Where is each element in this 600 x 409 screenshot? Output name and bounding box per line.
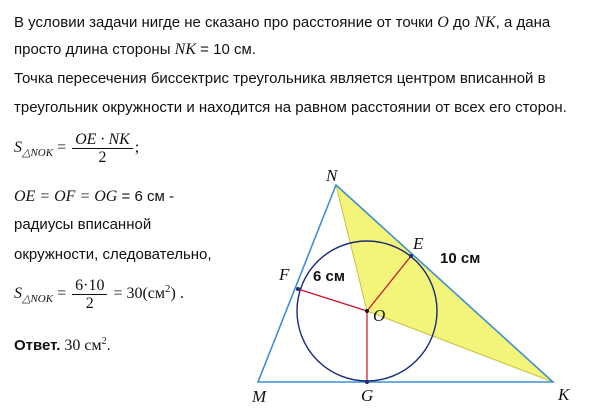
area-symbol: S bbox=[14, 139, 22, 157]
point-k-label: K bbox=[558, 385, 570, 404]
fraction-denominator: 2 bbox=[85, 295, 94, 312]
point-g-label: G bbox=[361, 386, 374, 405]
answer-label: Ответ. bbox=[14, 337, 61, 354]
side-length-label: 10 см bbox=[440, 250, 481, 267]
point-m-label: M bbox=[252, 387, 267, 406]
point-o-ref: O bbox=[437, 14, 449, 31]
radii-desc-1: радиусы вписанной bbox=[14, 216, 152, 233]
segment-nk-ref: NK bbox=[474, 14, 496, 31]
point-f-label: F bbox=[279, 265, 290, 284]
area-subscript: △NOK bbox=[22, 293, 54, 306]
point-f-dot bbox=[296, 287, 300, 291]
answer-period: . bbox=[106, 337, 111, 354]
radius-of bbox=[298, 289, 367, 311]
exponent: 2 bbox=[165, 282, 171, 295]
area-subscript: △NOK bbox=[22, 147, 54, 160]
answer-exponent: 2 bbox=[101, 336, 107, 347]
radius-length-label: 6 см bbox=[313, 268, 345, 285]
intro-line-4: треугольник окружности и находится на равном расстоянии от всех его сторон. bbox=[14, 99, 567, 116]
equals-sign: = bbox=[53, 285, 71, 303]
text-segment: до bbox=[448, 14, 475, 31]
text-segment: , а дана bbox=[495, 14, 551, 31]
closing-bracket: ) . bbox=[170, 285, 184, 303]
fraction-numerator: 6·10 bbox=[72, 277, 107, 295]
area-symbol: S bbox=[14, 285, 22, 303]
equals-sign: = bbox=[53, 139, 71, 157]
point-o-label: O bbox=[373, 306, 386, 325]
result-value: = 30(см bbox=[109, 285, 166, 303]
text-segment: = 6 см - bbox=[117, 188, 174, 205]
fraction-numerator: OE · NK bbox=[72, 131, 133, 149]
text-segment: просто длина стороны bbox=[14, 41, 175, 58]
intro-line-3: Точка пересечения биссектрис треугольника является центром вписанной в bbox=[14, 70, 546, 87]
point-n-label: N bbox=[326, 166, 338, 185]
fraction-denominator: 2 bbox=[98, 149, 107, 166]
answer-value: 30 см bbox=[60, 337, 102, 354]
point-e-label: E bbox=[413, 234, 424, 253]
text-segment: В условии задачи нигде не сказано про расстояние от точки bbox=[14, 14, 438, 31]
point-o-dot bbox=[365, 309, 369, 313]
radii-desc-2: окружности, следовательно, bbox=[14, 246, 212, 263]
segment-nk-ref: NK bbox=[174, 41, 197, 58]
point-g-dot bbox=[365, 380, 369, 384]
point-e-dot bbox=[409, 254, 413, 258]
radii-equality: OE = OF = OG bbox=[14, 188, 118, 205]
semicolon: ; bbox=[134, 139, 140, 157]
text-segment: = 10 см. bbox=[196, 41, 256, 58]
